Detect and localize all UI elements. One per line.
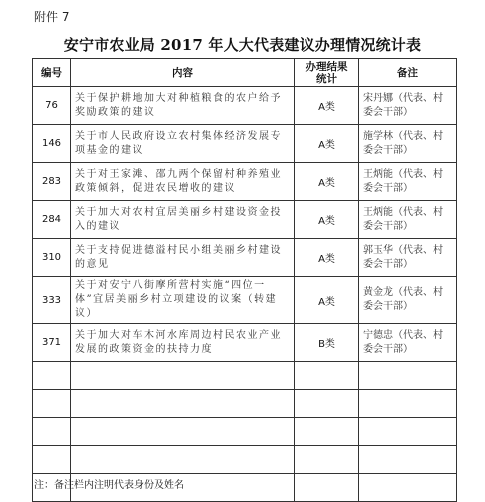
row-number: 284 <box>33 201 71 239</box>
table-row <box>33 324 457 362</box>
empty-cell <box>295 418 359 446</box>
row-content: 关于对王家滩、邵九两个保留村种养殖业政策倾斜，促进农民增收的建议 <box>71 163 295 201</box>
empty-cell <box>295 474 359 502</box>
row-remark: 王炳能（代表、村委会干部） <box>359 201 457 239</box>
empty-cell <box>71 362 295 390</box>
empty-cell <box>71 418 295 446</box>
row-remark: 郭玉华（代表、村委会干部） <box>359 239 457 277</box>
row-number: 333 <box>33 277 71 324</box>
table-row <box>33 201 457 239</box>
empty-cell <box>359 362 457 390</box>
empty-row <box>33 362 457 390</box>
row-result: A类 <box>295 277 359 324</box>
empty-cell <box>359 390 457 418</box>
header-result-line1: 办理结果 <box>305 60 348 73</box>
table-row <box>33 163 457 201</box>
row-content: 关于市人民政府设立农村集体经济发展专项基金的建议 <box>71 125 295 163</box>
row-result: A类 <box>295 201 359 239</box>
table-header-row <box>33 59 457 87</box>
row-remark: 施学林（代表、村委会干部） <box>359 125 457 163</box>
empty-cell <box>71 446 295 474</box>
row-remark: 黄金龙（代表、村委会干部） <box>359 277 457 324</box>
row-result: A类 <box>295 125 359 163</box>
empty-cell <box>33 418 71 446</box>
row-number: 371 <box>33 324 71 362</box>
empty-row <box>33 418 457 446</box>
empty-row <box>33 446 457 474</box>
row-content: 关于加大对车木河水库周边村民农业产业发展的政策资金的扶持力度 <box>71 324 295 362</box>
statistics-table <box>32 58 457 502</box>
row-result: A类 <box>295 239 359 277</box>
header-number: 编号 <box>33 59 71 87</box>
empty-cell <box>295 390 359 418</box>
row-number: 146 <box>33 125 71 163</box>
row-result: A类 <box>295 163 359 201</box>
row-result: A类 <box>295 87 359 125</box>
table-row <box>33 277 457 324</box>
empty-cell <box>33 390 71 418</box>
header-result <box>295 59 359 87</box>
empty-cell <box>33 362 71 390</box>
empty-cell <box>359 418 457 446</box>
row-remark: 宋丹娜（代表、村委会干部） <box>359 87 457 125</box>
row-remark: 宁德忠（代表、村委会干部） <box>359 324 457 362</box>
table-row <box>33 125 457 163</box>
row-remark: 王炳能（代表、村委会干部） <box>359 163 457 201</box>
row-content: 关于保护耕地加大对种植粮食的农户给予奖励政策的建议 <box>71 87 295 125</box>
table-row <box>33 87 457 125</box>
header-content: 内容 <box>71 59 295 87</box>
empty-cell <box>359 474 457 502</box>
attachment-label: 附件 7 <box>34 10 70 24</box>
empty-cell <box>359 446 457 474</box>
row-number: 76 <box>33 87 71 125</box>
row-result: B类 <box>295 324 359 362</box>
row-number: 283 <box>33 163 71 201</box>
row-content: 关于支持促进德溢村民小组美丽乡村建设的意见 <box>71 239 295 277</box>
empty-cell <box>71 390 295 418</box>
empty-cell <box>33 446 71 474</box>
empty-cell <box>295 362 359 390</box>
document-title: 安宁市农业局 2017 年人大代表建议办理情况统计表 <box>63 36 422 54</box>
table-row <box>33 239 457 277</box>
row-number: 310 <box>33 239 71 277</box>
header-result-line2: 统计 <box>316 72 337 85</box>
empty-cell <box>295 446 359 474</box>
header-remark: 备注 <box>359 59 457 87</box>
table-footnote: 注：备注栏内注明代表身份及姓名 <box>34 480 184 491</box>
row-content: 关于对安宁八街摩所营村实施“四位一体”宜居美丽乡村立项建设的议案（转建议） <box>71 277 295 324</box>
empty-row <box>33 390 457 418</box>
row-content: 关于加大对农村宜居美丽乡村建设资金投入的建议 <box>71 201 295 239</box>
